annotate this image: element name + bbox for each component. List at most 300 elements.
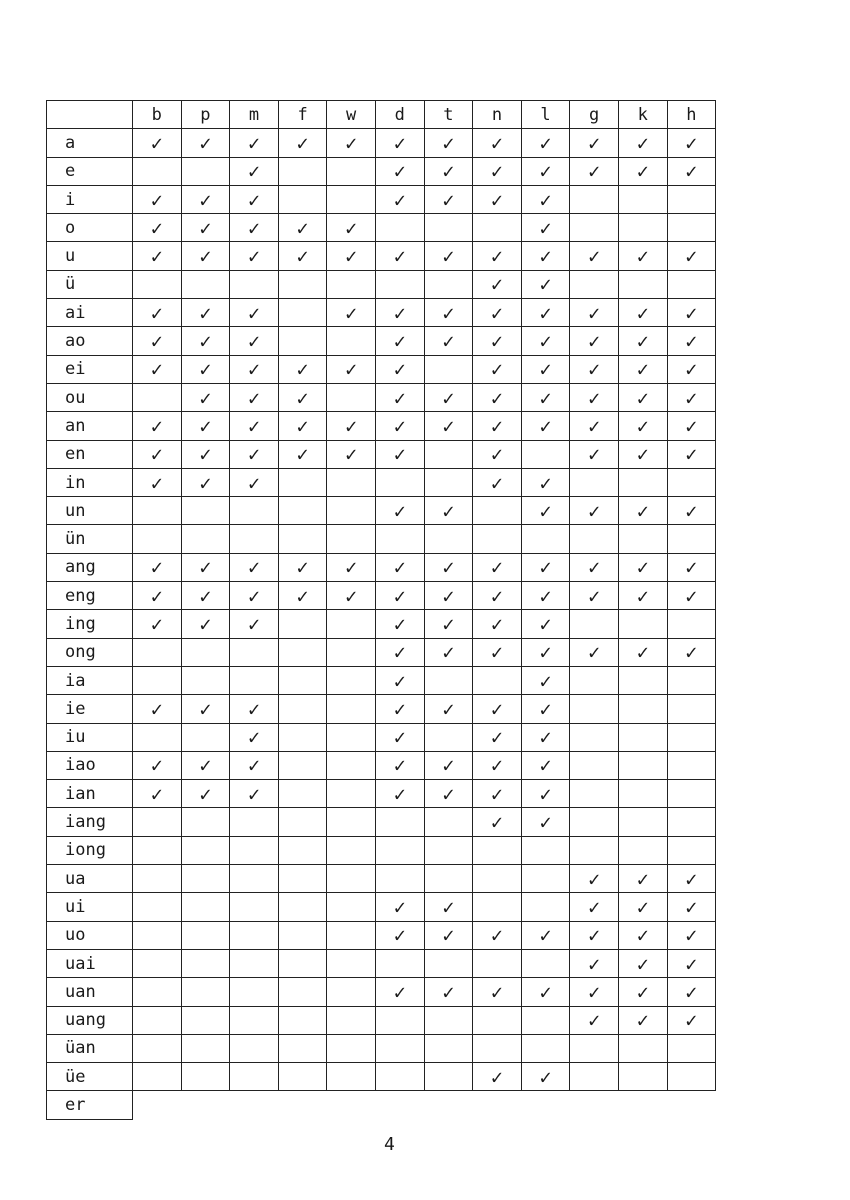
check-mark-icon: ✓ <box>490 357 503 382</box>
check-mark-cell <box>618 893 667 921</box>
empty-cell <box>570 185 619 213</box>
check-mark-cell <box>133 751 182 779</box>
final-row <box>47 497 716 525</box>
empty-cell <box>327 468 376 496</box>
check-mark-icon: ✓ <box>345 244 358 269</box>
check-mark-icon: ✓ <box>393 498 406 523</box>
check-mark-cell <box>181 751 230 779</box>
check-mark-icon: ✓ <box>296 357 309 382</box>
check-mark-icon: ✓ <box>588 357 601 382</box>
empty-cell <box>278 468 327 496</box>
empty-cell <box>278 978 327 1006</box>
empty-cell <box>278 185 327 213</box>
blank-area <box>133 1091 716 1119</box>
check-mark-icon: ✓ <box>296 442 309 467</box>
check-mark-cell <box>375 185 424 213</box>
empty-cell <box>667 723 716 751</box>
check-mark-icon: ✓ <box>588 498 601 523</box>
check-mark-cell <box>667 497 716 525</box>
check-mark-icon: ✓ <box>199 385 212 410</box>
empty-cell <box>327 751 376 779</box>
final-label: u <box>47 242 133 270</box>
empty-cell <box>618 468 667 496</box>
empty-cell <box>230 893 279 921</box>
check-mark-icon: ✓ <box>150 357 163 382</box>
initial-header-b: b <box>133 101 182 129</box>
empty-cell <box>133 836 182 864</box>
check-mark-cell <box>521 270 570 298</box>
empty-cell <box>618 666 667 694</box>
empty-cell <box>521 440 570 468</box>
check-mark-icon: ✓ <box>296 244 309 269</box>
check-mark-cell <box>375 242 424 270</box>
initials-header-row <box>47 101 716 129</box>
check-mark-cell <box>375 610 424 638</box>
check-mark-cell <box>473 440 522 468</box>
check-mark-cell <box>521 695 570 723</box>
check-mark-cell <box>521 553 570 581</box>
check-mark-icon: ✓ <box>588 385 601 410</box>
empty-cell <box>570 751 619 779</box>
check-mark-icon: ✓ <box>685 951 698 976</box>
empty-cell <box>667 525 716 553</box>
check-mark-icon: ✓ <box>539 244 552 269</box>
check-mark-icon: ✓ <box>539 498 552 523</box>
check-mark-icon: ✓ <box>636 951 649 976</box>
empty-cell <box>278 751 327 779</box>
check-mark-cell <box>570 355 619 383</box>
check-mark-cell <box>667 412 716 440</box>
check-mark-icon: ✓ <box>393 923 406 948</box>
check-mark-icon: ✓ <box>490 753 503 778</box>
empty-cell <box>521 949 570 977</box>
check-mark-cell <box>521 666 570 694</box>
empty-cell <box>375 1034 424 1062</box>
check-mark-icon: ✓ <box>150 753 163 778</box>
check-mark-icon: ✓ <box>199 696 212 721</box>
check-mark-icon: ✓ <box>490 329 503 354</box>
check-mark-cell <box>181 129 230 157</box>
check-mark-icon: ✓ <box>490 272 503 297</box>
empty-cell <box>327 695 376 723</box>
empty-cell <box>181 949 230 977</box>
check-mark-cell <box>473 355 522 383</box>
check-mark-icon: ✓ <box>588 894 601 919</box>
final-row <box>47 865 716 893</box>
empty-cell <box>327 949 376 977</box>
check-mark-cell <box>133 242 182 270</box>
check-mark-icon: ✓ <box>636 385 649 410</box>
empty-cell <box>618 695 667 723</box>
empty-cell <box>181 270 230 298</box>
check-mark-cell <box>230 185 279 213</box>
check-mark-icon: ✓ <box>490 979 503 1004</box>
check-mark-cell <box>133 214 182 242</box>
final-row-er <box>47 1091 716 1119</box>
final-label: uo <box>47 921 133 949</box>
check-mark-icon: ✓ <box>150 696 163 721</box>
check-mark-icon: ✓ <box>442 696 455 721</box>
check-mark-cell <box>181 299 230 327</box>
check-mark-icon: ✓ <box>247 781 260 806</box>
empty-cell <box>278 780 327 808</box>
check-mark-icon: ✓ <box>539 781 552 806</box>
check-mark-cell <box>375 780 424 808</box>
check-mark-cell <box>375 553 424 581</box>
check-mark-cell <box>521 355 570 383</box>
check-mark-icon: ✓ <box>247 753 260 778</box>
check-mark-cell <box>230 242 279 270</box>
check-mark-icon: ✓ <box>442 640 455 665</box>
check-mark-cell <box>278 355 327 383</box>
check-mark-cell <box>424 242 473 270</box>
final-row <box>47 327 716 355</box>
check-mark-icon: ✓ <box>442 130 455 155</box>
final-row <box>47 468 716 496</box>
check-mark-cell <box>375 355 424 383</box>
check-mark-cell <box>181 412 230 440</box>
check-mark-icon: ✓ <box>393 611 406 636</box>
check-mark-icon: ✓ <box>442 753 455 778</box>
check-mark-cell <box>424 751 473 779</box>
final-label: üan <box>47 1034 133 1062</box>
check-mark-icon: ✓ <box>685 300 698 325</box>
check-mark-icon: ✓ <box>393 725 406 750</box>
empty-cell <box>327 610 376 638</box>
check-mark-icon: ✓ <box>685 159 698 184</box>
check-mark-cell <box>667 242 716 270</box>
empty-cell <box>570 666 619 694</box>
check-mark-cell <box>230 780 279 808</box>
check-mark-cell <box>473 468 522 496</box>
check-mark-cell <box>375 327 424 355</box>
empty-cell <box>424 214 473 242</box>
check-mark-icon: ✓ <box>345 583 358 608</box>
empty-cell <box>570 610 619 638</box>
check-mark-icon: ✓ <box>588 555 601 580</box>
check-mark-icon: ✓ <box>636 894 649 919</box>
check-mark-cell <box>570 327 619 355</box>
check-mark-icon: ✓ <box>150 130 163 155</box>
check-mark-icon: ✓ <box>636 300 649 325</box>
check-mark-icon: ✓ <box>345 215 358 240</box>
empty-cell <box>278 949 327 977</box>
check-mark-cell <box>230 723 279 751</box>
empty-cell <box>473 1006 522 1034</box>
empty-cell <box>133 865 182 893</box>
empty-cell <box>375 865 424 893</box>
empty-cell <box>424 949 473 977</box>
empty-cell <box>618 780 667 808</box>
check-mark-icon: ✓ <box>296 385 309 410</box>
check-mark-cell <box>133 440 182 468</box>
empty-cell <box>618 723 667 751</box>
check-mark-icon: ✓ <box>296 413 309 438</box>
empty-cell <box>667 836 716 864</box>
check-mark-cell <box>521 610 570 638</box>
empty-cell <box>667 780 716 808</box>
check-mark-cell <box>133 355 182 383</box>
check-mark-cell <box>181 553 230 581</box>
check-mark-icon: ✓ <box>636 555 649 580</box>
empty-cell <box>278 525 327 553</box>
check-mark-cell <box>278 383 327 411</box>
final-label: i <box>47 185 133 213</box>
empty-cell <box>181 525 230 553</box>
empty-cell <box>375 836 424 864</box>
final-label: in <box>47 468 133 496</box>
check-mark-icon: ✓ <box>636 329 649 354</box>
check-mark-cell <box>133 553 182 581</box>
check-mark-icon: ✓ <box>588 413 601 438</box>
check-mark-cell <box>230 751 279 779</box>
check-mark-cell <box>521 808 570 836</box>
check-mark-icon: ✓ <box>636 442 649 467</box>
check-mark-cell <box>278 214 327 242</box>
empty-cell <box>570 270 619 298</box>
check-mark-icon: ✓ <box>442 894 455 919</box>
check-mark-icon: ✓ <box>247 300 260 325</box>
check-mark-cell <box>618 355 667 383</box>
check-mark-cell <box>618 412 667 440</box>
check-mark-icon: ✓ <box>490 159 503 184</box>
check-mark-cell <box>424 780 473 808</box>
check-mark-cell <box>327 242 376 270</box>
final-label: ua <box>47 865 133 893</box>
check-mark-icon: ✓ <box>490 187 503 212</box>
check-mark-icon: ✓ <box>685 442 698 467</box>
final-label: iao <box>47 751 133 779</box>
empty-cell <box>473 1034 522 1062</box>
check-mark-icon: ✓ <box>539 753 552 778</box>
check-mark-icon: ✓ <box>247 611 260 636</box>
check-mark-icon: ✓ <box>393 696 406 721</box>
check-mark-icon: ✓ <box>393 979 406 1004</box>
check-mark-cell <box>521 468 570 496</box>
empty-cell <box>618 610 667 638</box>
check-mark-icon: ✓ <box>490 696 503 721</box>
check-mark-icon: ✓ <box>539 357 552 382</box>
empty-cell <box>375 468 424 496</box>
final-row <box>47 185 716 213</box>
final-row <box>47 666 716 694</box>
check-mark-cell <box>181 780 230 808</box>
empty-cell <box>424 808 473 836</box>
check-mark-cell <box>618 978 667 1006</box>
check-mark-icon: ✓ <box>490 244 503 269</box>
check-mark-cell <box>618 1006 667 1034</box>
check-mark-icon: ✓ <box>636 979 649 1004</box>
check-mark-icon: ✓ <box>636 1008 649 1033</box>
check-mark-cell <box>424 695 473 723</box>
final-row <box>47 751 716 779</box>
empty-cell <box>618 270 667 298</box>
check-mark-icon: ✓ <box>490 781 503 806</box>
empty-cell <box>230 270 279 298</box>
check-mark-cell <box>521 157 570 185</box>
check-mark-icon: ✓ <box>636 413 649 438</box>
check-mark-icon: ✓ <box>490 640 503 665</box>
check-mark-icon: ✓ <box>247 555 260 580</box>
empty-cell <box>278 497 327 525</box>
check-mark-cell <box>375 299 424 327</box>
check-mark-cell <box>327 299 376 327</box>
check-mark-icon: ✓ <box>199 130 212 155</box>
check-mark-icon: ✓ <box>539 187 552 212</box>
check-mark-icon: ✓ <box>247 357 260 382</box>
check-mark-cell <box>618 582 667 610</box>
empty-cell <box>327 836 376 864</box>
check-mark-cell <box>618 921 667 949</box>
initial-header-p: p <box>181 101 230 129</box>
check-mark-icon: ✓ <box>199 329 212 354</box>
check-mark-cell <box>473 412 522 440</box>
check-mark-cell <box>473 723 522 751</box>
empty-cell <box>618 1034 667 1062</box>
empty-cell <box>230 525 279 553</box>
final-row <box>47 949 716 977</box>
check-mark-cell <box>618 553 667 581</box>
check-mark-icon: ✓ <box>345 357 358 382</box>
empty-cell <box>181 893 230 921</box>
final-label: ün <box>47 525 133 553</box>
empty-cell <box>278 270 327 298</box>
check-mark-icon: ✓ <box>685 979 698 1004</box>
check-mark-cell <box>327 553 376 581</box>
empty-cell <box>521 1034 570 1062</box>
check-mark-cell <box>278 440 327 468</box>
empty-cell <box>181 808 230 836</box>
empty-cell <box>327 978 376 1006</box>
check-mark-icon: ✓ <box>539 725 552 750</box>
check-mark-cell <box>230 610 279 638</box>
check-mark-cell <box>133 299 182 327</box>
final-label: ing <box>47 610 133 638</box>
empty-cell <box>618 525 667 553</box>
empty-cell <box>667 695 716 723</box>
check-mark-icon: ✓ <box>685 866 698 891</box>
initial-header-h: h <box>667 101 716 129</box>
check-mark-icon: ✓ <box>636 640 649 665</box>
final-label: an <box>47 412 133 440</box>
empty-cell <box>667 808 716 836</box>
check-mark-cell <box>375 893 424 921</box>
empty-cell <box>230 666 279 694</box>
final-label: uan <box>47 978 133 1006</box>
check-mark-cell <box>424 610 473 638</box>
check-mark-icon: ✓ <box>247 159 260 184</box>
empty-cell <box>181 638 230 666</box>
check-mark-icon: ✓ <box>539 470 552 495</box>
empty-cell <box>278 921 327 949</box>
empty-cell <box>473 666 522 694</box>
check-mark-icon: ✓ <box>539 583 552 608</box>
empty-cell <box>327 525 376 553</box>
empty-cell <box>133 921 182 949</box>
check-mark-icon: ✓ <box>442 413 455 438</box>
final-row <box>47 553 716 581</box>
check-mark-icon: ✓ <box>393 357 406 382</box>
check-mark-icon: ✓ <box>150 187 163 212</box>
check-mark-cell <box>230 412 279 440</box>
check-mark-cell <box>181 355 230 383</box>
check-mark-icon: ✓ <box>199 470 212 495</box>
check-mark-cell <box>521 383 570 411</box>
initial-header-l: l <box>521 101 570 129</box>
check-mark-icon: ✓ <box>199 215 212 240</box>
empty-cell <box>278 610 327 638</box>
check-mark-cell <box>278 242 327 270</box>
check-mark-icon: ✓ <box>588 979 601 1004</box>
final-label: iu <box>47 723 133 751</box>
empty-cell <box>181 978 230 1006</box>
check-mark-cell <box>667 299 716 327</box>
check-mark-icon: ✓ <box>539 272 552 297</box>
check-mark-cell <box>327 129 376 157</box>
empty-cell <box>424 666 473 694</box>
check-mark-cell <box>521 242 570 270</box>
final-label: o <box>47 214 133 242</box>
empty-cell <box>133 383 182 411</box>
check-mark-cell <box>133 610 182 638</box>
empty-cell <box>667 666 716 694</box>
check-mark-icon: ✓ <box>588 923 601 948</box>
final-label: iang <box>47 808 133 836</box>
check-mark-cell <box>521 723 570 751</box>
check-mark-icon: ✓ <box>685 1008 698 1033</box>
check-mark-cell <box>570 553 619 581</box>
check-mark-icon: ✓ <box>588 159 601 184</box>
final-label: iong <box>47 836 133 864</box>
check-mark-icon: ✓ <box>685 130 698 155</box>
empty-cell <box>570 468 619 496</box>
check-mark-cell <box>375 666 424 694</box>
check-mark-cell <box>133 185 182 213</box>
check-mark-icon: ✓ <box>539 555 552 580</box>
check-mark-cell <box>473 921 522 949</box>
empty-cell <box>133 497 182 525</box>
empty-cell <box>424 1063 473 1091</box>
empty-cell <box>181 1034 230 1062</box>
check-mark-cell <box>667 921 716 949</box>
check-mark-cell <box>667 157 716 185</box>
final-row <box>47 299 716 327</box>
final-row <box>47 1006 716 1034</box>
empty-cell <box>327 185 376 213</box>
check-mark-icon: ✓ <box>199 244 212 269</box>
check-mark-cell <box>230 383 279 411</box>
empty-cell <box>133 525 182 553</box>
empty-cell <box>133 638 182 666</box>
empty-cell <box>473 525 522 553</box>
check-mark-icon: ✓ <box>490 442 503 467</box>
check-mark-icon: ✓ <box>685 498 698 523</box>
check-mark-icon: ✓ <box>490 611 503 636</box>
check-mark-cell <box>570 893 619 921</box>
check-mark-icon: ✓ <box>490 470 503 495</box>
check-mark-cell <box>375 497 424 525</box>
final-label: üe <box>47 1063 133 1091</box>
check-mark-cell <box>278 553 327 581</box>
check-mark-icon: ✓ <box>588 951 601 976</box>
empty-cell <box>570 214 619 242</box>
check-mark-cell <box>618 865 667 893</box>
empty-cell <box>230 921 279 949</box>
check-mark-cell <box>667 638 716 666</box>
check-mark-cell <box>181 582 230 610</box>
check-mark-cell <box>424 129 473 157</box>
check-mark-cell <box>424 638 473 666</box>
